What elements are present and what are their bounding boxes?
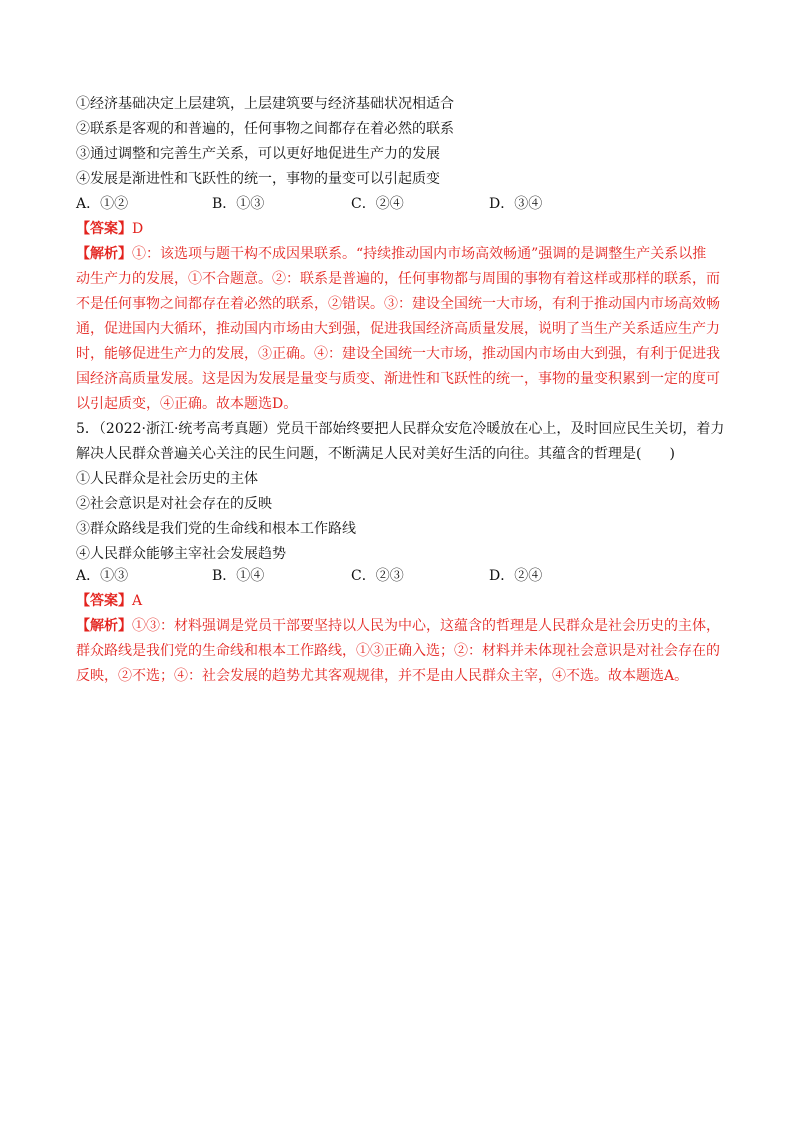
answer-value: D — [132, 221, 144, 237]
statement-3: ③群众路线是我们党的生命线和根本工作路线 — [76, 521, 356, 537]
option-a: A．①③ — [76, 568, 129, 584]
answer-value: A — [132, 593, 143, 609]
statement-2: ②联系是客观的和普遍的，任何事物之间都存在着必然的联系 — [76, 121, 454, 137]
option-a: A．①② — [76, 196, 129, 212]
answer-line — [76, 589, 142, 613]
statement-4: ④人民群众能够主宰社会发展趋势 — [76, 546, 286, 562]
answer-label: 【答案】 — [76, 221, 132, 237]
answer-label: 【答案】 — [76, 593, 132, 609]
analysis-text: ①③：材料强调是党员干部要坚持以人民为中心，这蕴含的哲理是人民群众是社会历史的主体， — [132, 618, 720, 634]
question-stem: 解决人民群众普遍关心关注的民生问题，不断满足人民对美好生活的向往。其蕴含的哲理是( ) — [76, 446, 675, 462]
analysis-line: 通，促进国内大循环，推动国内市场由大到强，促进我国经济高质量发展，说明了当生产关系适应生产力 — [76, 321, 720, 337]
statement-3: ③通过调整和完善生产关系，可以更好地促进生产力的发展 — [76, 146, 440, 162]
option-c: C．②③ — [351, 568, 404, 584]
question-stem: 5．（2022·浙江·统考高考真题）党员干部始终要把人民群众安危冷暖放在心上，及时回应民生关切，着力 — [76, 421, 725, 437]
analysis-line: 不是任何事物之间都存在着必然的联系，②错误。③：建设全国统一大市场，有利于推动国内市场高效畅 — [76, 296, 720, 312]
option-d: D．③④ — [489, 196, 543, 212]
analysis-line: 时，能够促进生产力的发展，③正确。④：建设全国统一大市场，推动国内市场由大到强，有利于促进我 — [76, 346, 720, 362]
statement-2: ②社会意识是对社会存在的反映 — [76, 496, 272, 512]
analysis-line: 群众路线是我们党的生命线和根本工作路线，①③正确入选；②：材料并未体现社会意识是对社会存在的 — [76, 643, 720, 659]
option-c: C．②④ — [351, 196, 404, 212]
analysis-line: 国经济高质量发展。这是因为发展是量变与质变、渐进性和飞跃性的统一，事物的量变积累到一定的度可 — [76, 371, 720, 387]
analysis-text: ①：该选项与题干构不成因果联系。“持续推动国内市场高效畅通”强调的是调整生产关系以推 — [132, 246, 707, 262]
analysis-label: 【解析】 — [76, 618, 132, 634]
answer-line — [76, 217, 143, 241]
analysis-line: 以引起质变，④正确。故本题选D。 — [76, 396, 298, 412]
analysis-line — [76, 614, 720, 638]
statement-1: ①经济基础决定上层建筑，上层建筑要与经济基础状况相适合 — [76, 96, 454, 112]
analysis-label: 【解析】 — [76, 246, 132, 262]
statement-1: ①人民群众是社会历史的主体 — [76, 471, 258, 487]
option-b: B．①③ — [212, 196, 265, 212]
option-d: D．②④ — [489, 568, 543, 584]
option-b: B．①④ — [212, 568, 265, 584]
analysis-line: 反映，②不选；④：社会发展的趋势尤其客观规律，并不是由人民群众主宰，④不选。故本题选A。 — [76, 668, 689, 684]
analysis-line — [76, 242, 706, 266]
analysis-line: 动生产力的发展，①不合题意。②：联系是普遍的，任何事物都与周围的事物有着这样或那样的联系，而 — [76, 271, 720, 287]
statement-4: ④发展是渐进性和飞跃性的统一，事物的量变可以引起质变 — [76, 171, 440, 187]
